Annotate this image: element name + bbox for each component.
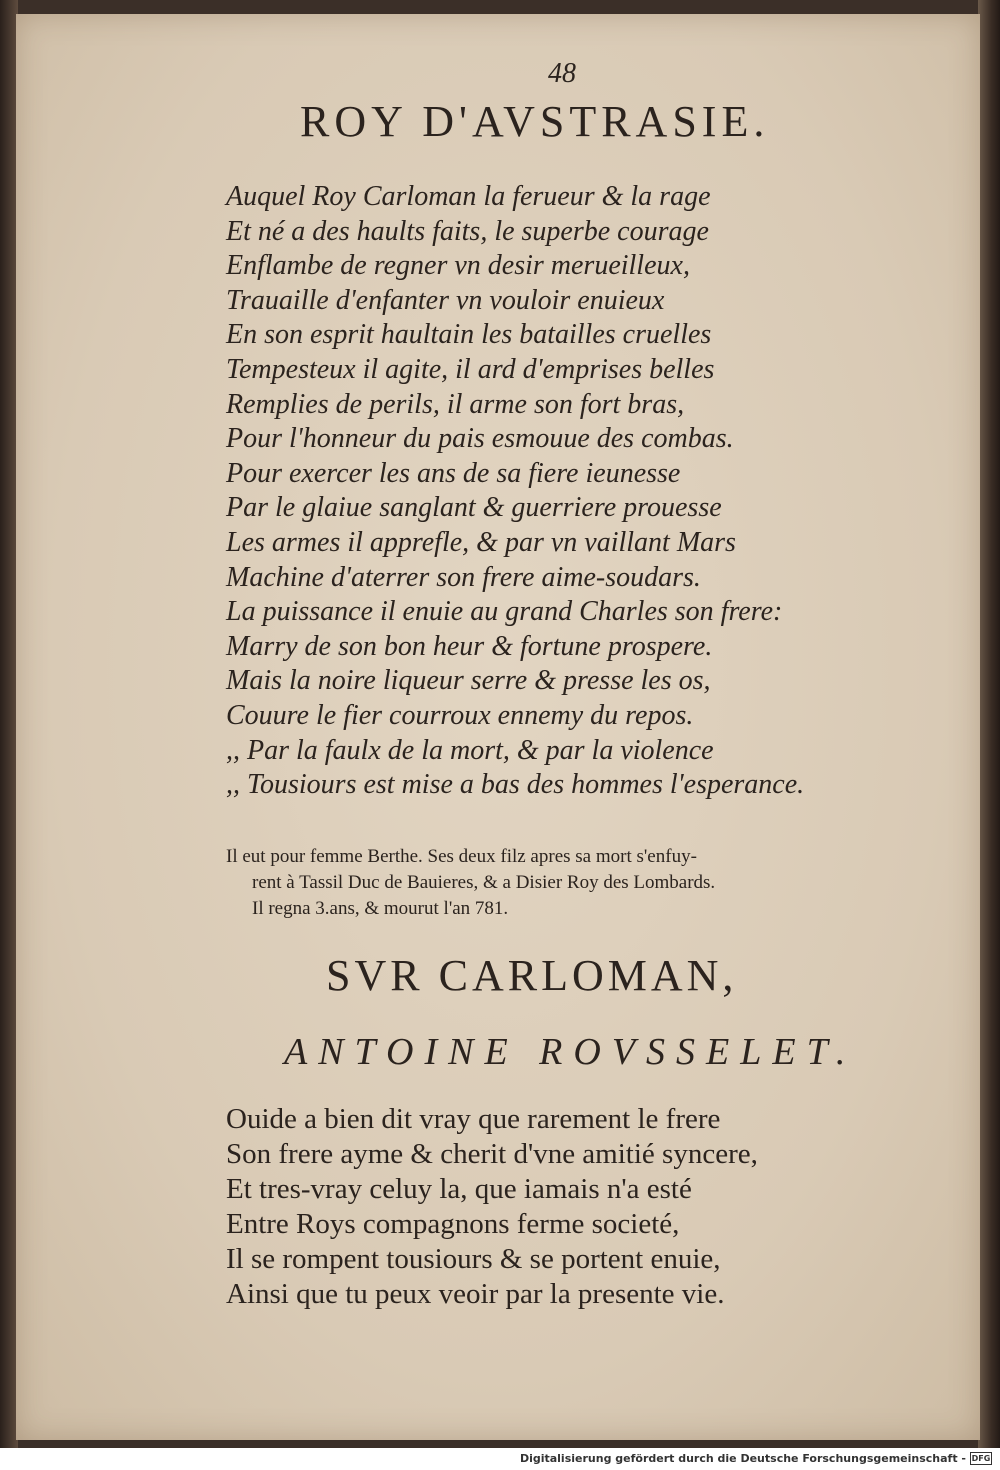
verse-line: Remplies de perils, il arme son fort bras,: [226, 388, 685, 420]
poem-line: Il se rompent tousiours & se portent enuie,: [226, 1243, 721, 1275]
verse-line: Pour exercer les ans de sa fiere ieunesse: [226, 457, 681, 489]
verse-line: Pour l'honneur du pais esmouue des combas.: [226, 423, 734, 455]
note-line: Il eut pour femme Berthe. Ses deux filz apres sa mort s'enfuy-: [226, 846, 697, 867]
poem-line: Son frere ayme & cherit d'vne amitié syncere,: [226, 1138, 758, 1170]
verse-line: Couure le fier courroux ennemy du repos.: [226, 699, 694, 731]
book-edge-right: [978, 0, 1000, 1448]
verse-line: Par le glaiue sanglant & guerriere prouesse: [226, 492, 722, 524]
running-head: ROY D'AVSTRASIE.: [300, 97, 770, 146]
verse-line: ,, Par la faulx de la mort, & par la violence: [226, 734, 714, 766]
dfg-logo-icon: DFG: [971, 1454, 991, 1463]
note-line: rent à Tassil Duc de Bauieres, & a Disier Roy des Lombards.: [252, 872, 716, 893]
verse-line: En son esprit haultain les batailles cruelles: [226, 319, 712, 351]
poem-line: Ainsi que tu peux veoir par la presente vie.: [226, 1278, 725, 1310]
poem-block: [226, 1102, 866, 1312]
verse-line: Auquel Roy Carloman la ferueur & la rage: [226, 181, 711, 212]
verse-line: Enflambe de regner vn desir merueilleux,: [226, 250, 690, 282]
footer-bar: [0, 1448, 1000, 1470]
poem-line: Et tres-vray celuy la, que iamais n'a esté: [226, 1173, 692, 1205]
note-line: Il regna 3.ans, & mourut l'an 781.: [252, 898, 509, 919]
poem-line: Ouide a bien dit vray que rarement le frere: [226, 1103, 721, 1135]
verse-line: Les armes il apprefle, & par vn vaillant Mars: [226, 526, 736, 558]
page-number: 48: [548, 58, 576, 89]
verse-line: Trauaille d'enfanter vn vouloir enuieux: [226, 284, 665, 316]
author-name: ANTOINE ROVSSELET.: [284, 1031, 857, 1073]
verse-line: La puissance il enuie au grand Charles son frere:: [226, 596, 783, 628]
section-heading: SVR CARLOMAN,: [326, 951, 738, 1000]
poem-line: Entre Roys compagnons ferme societé,: [226, 1208, 680, 1240]
verse-line: Tempesteux il agite, il ard d'emprises belles: [226, 353, 715, 385]
verse-line: Et né a des haults faits, le superbe courage: [226, 215, 709, 247]
funding-credit: Digitalisierung gefördert durch die Deutsche Forschungsgemeinschaft -: [519, 1452, 966, 1465]
verse-line: ,, Tousiours est mise a bas des hommes l'esperance.: [226, 769, 805, 801]
historical-note: [226, 844, 866, 922]
verse-line: Marry de son bon heur & fortune prospere.: [226, 630, 713, 662]
verse-block: [226, 180, 866, 803]
verse-line: Mais la noire liqueur serre & presse les os,: [226, 665, 711, 697]
verse-line: Machine d'aterrer son frere aime-soudars.: [226, 561, 701, 593]
